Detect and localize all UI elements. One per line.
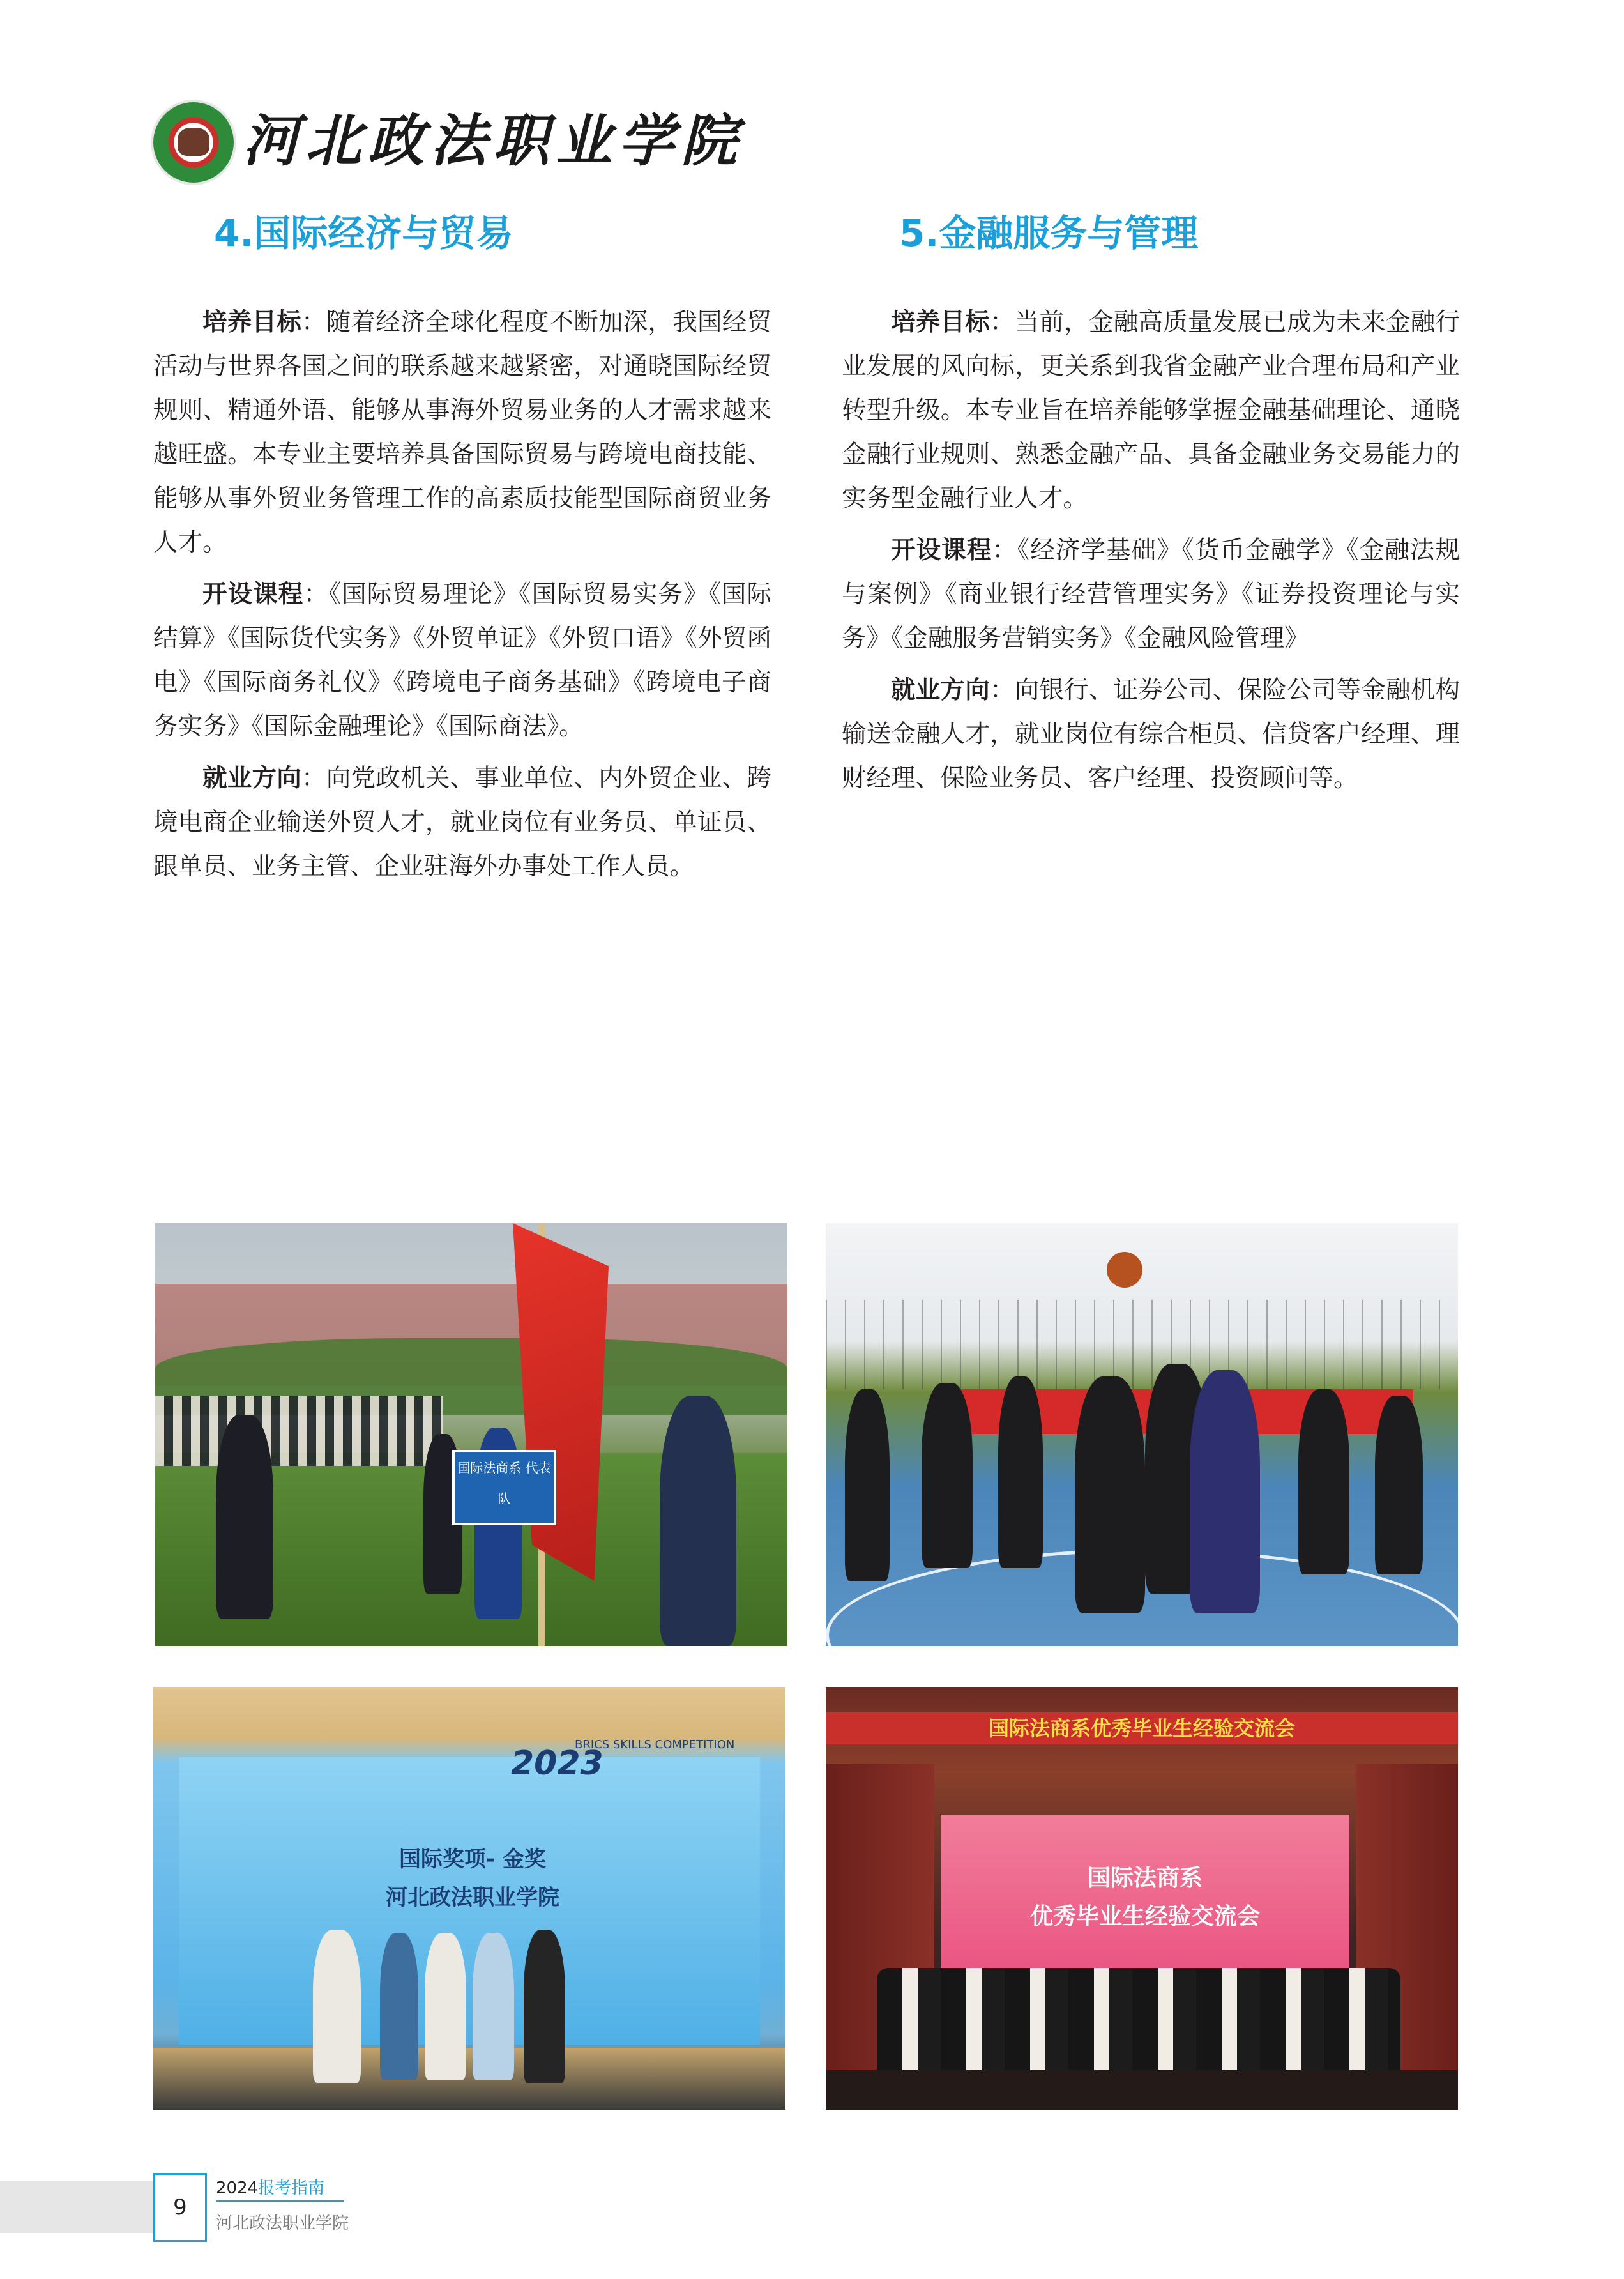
- courses-text: ：《国际贸易理论》《国际贸易实务》《国际结算》《国际货代实务》《外贸单证》《外贸口语》《外贸函电》《国际商务礼仪》《跨境电子商务基础》《跨境电子商务实务》《国际金融理论》《国际商法》。: [153, 580, 771, 741]
- goal-text: ：当前，金融高质量发展已成为未来金融行业发展的风向标，更关系到我省金融产业合理布局和产业转型升级。本专业旨在培养能够掌握金融基础理论、通晓金融行业规则、熟悉金融产品、具备金融业务交易能力的实务型金融行业人才。: [842, 308, 1460, 513]
- photo-person: [524, 1930, 565, 2083]
- section-title: 5.金融服务与管理: [899, 211, 1199, 255]
- photo-crowd: [155, 1396, 443, 1466]
- career-text: ：向党政机关、事业单位、内外贸企业、跨境电商企业输送外贸人才，就业岗位有业务员、单证员、跟单员、业务主管、企业驻海外办事处工作人员。: [153, 764, 771, 881]
- footer-guide: 报考指南: [258, 2179, 325, 2198]
- career-paragraph: [842, 668, 1460, 800]
- career-text: ：向银行、证券公司、保险公司等金融机构输送金融人才，就业岗位有综合柜员、信贷客户经理、理财经理、保险业务员、客户经理、投资顾问等。: [842, 676, 1460, 793]
- photo-basketball-game: [826, 1223, 1458, 1646]
- award-school: 河北政法职业学院: [386, 1885, 559, 1910]
- courses-label: 开设课程: [202, 580, 304, 609]
- photo-person: [216, 1415, 273, 1619]
- basketball-icon: [1107, 1252, 1142, 1288]
- photo-year-text: 2023: [511, 1744, 603, 1783]
- emblem-center-icon: [178, 128, 209, 156]
- screen-line-2: 优秀毕业生经验交流会: [1029, 1903, 1260, 1930]
- award-title: 国际奖项- 金奖: [399, 1847, 546, 1872]
- photo-sports-parade: [155, 1223, 787, 1646]
- footer-school: 河北政法职业学院: [216, 2214, 349, 2233]
- courses-paragraph: [153, 572, 771, 749]
- photo-person: [425, 1933, 466, 2080]
- photo-player: [1190, 1370, 1260, 1613]
- courses-paragraph: [842, 528, 1460, 660]
- photo-person: [473, 1933, 514, 2080]
- goal-paragraph: [842, 300, 1460, 521]
- section-title: 4.国际经济与贸易: [214, 211, 513, 255]
- career-label: 就业方向: [202, 764, 301, 793]
- footer-year: 2024: [216, 2179, 259, 2198]
- photo-player: [1375, 1396, 1423, 1574]
- photo-player: [922, 1383, 973, 1568]
- photo-screen-text: [941, 1859, 1349, 1936]
- footer-guide-title: [216, 2175, 324, 2199]
- photo-person: [660, 1396, 736, 1646]
- goal-label: 培养目标: [202, 308, 301, 337]
- photo-stage: [153, 2048, 785, 2110]
- footer-divider: [216, 2200, 344, 2202]
- courses-text: ：《经济学基础》《货币金融学》《金融法规与案例》《商业银行经营管理实务》《证券投资理论与实务》《金融服务营销实务》《金融风险管理》: [842, 536, 1460, 653]
- photo-player: [998, 1376, 1043, 1568]
- photo-player: [1075, 1376, 1145, 1613]
- career-paragraph: [153, 756, 771, 888]
- photo-graduate-exchange: [826, 1687, 1458, 2110]
- courses-label: 开设课程: [891, 536, 992, 565]
- photo-team-sign: 国际法商系 代表队: [452, 1450, 556, 1525]
- photo-fence: [826, 1300, 1458, 1389]
- goal-label: 培养目标: [891, 308, 990, 337]
- photo-award-ceremony: [153, 1687, 785, 2110]
- photo-player: [845, 1389, 890, 1581]
- photo-event-text: BRICS SKILLS COMPETITION: [575, 1738, 735, 1751]
- school-emblem-logo: [153, 102, 234, 183]
- photo-person: [380, 1933, 418, 2080]
- photo-group-row: [877, 1968, 1400, 2070]
- photo-person: [313, 1930, 361, 2083]
- screen-line-1: 国际法商系: [1087, 1865, 1203, 1891]
- photo-top-banner: 国际法商系优秀毕业生经验交流会: [826, 1712, 1458, 1744]
- goal-paragraph: [153, 300, 771, 565]
- photo-award-text: [281, 1840, 664, 1917]
- photo-player: [1298, 1389, 1349, 1574]
- page-number: 9: [153, 2173, 207, 2242]
- photo-floor: [826, 2070, 1458, 2110]
- school-name-calligraphy: 河北政法职业学院: [243, 107, 744, 174]
- goal-text: ：随着经济全球化程度不断加深，我国经贸活动与世界各国之间的联系越来越紧密，对通晓国际经贸规则、精通外语、能够从事海外贸易业务的人才需求越来越旺盛。本专业主要培养具备国际贸易与跨境电商技能、能够从事外贸业务管理工作的高素质技能型国际商贸业务人才。: [153, 308, 771, 557]
- career-label: 就业方向: [891, 676, 990, 705]
- section-body: [842, 300, 1460, 808]
- section-body: [153, 300, 771, 896]
